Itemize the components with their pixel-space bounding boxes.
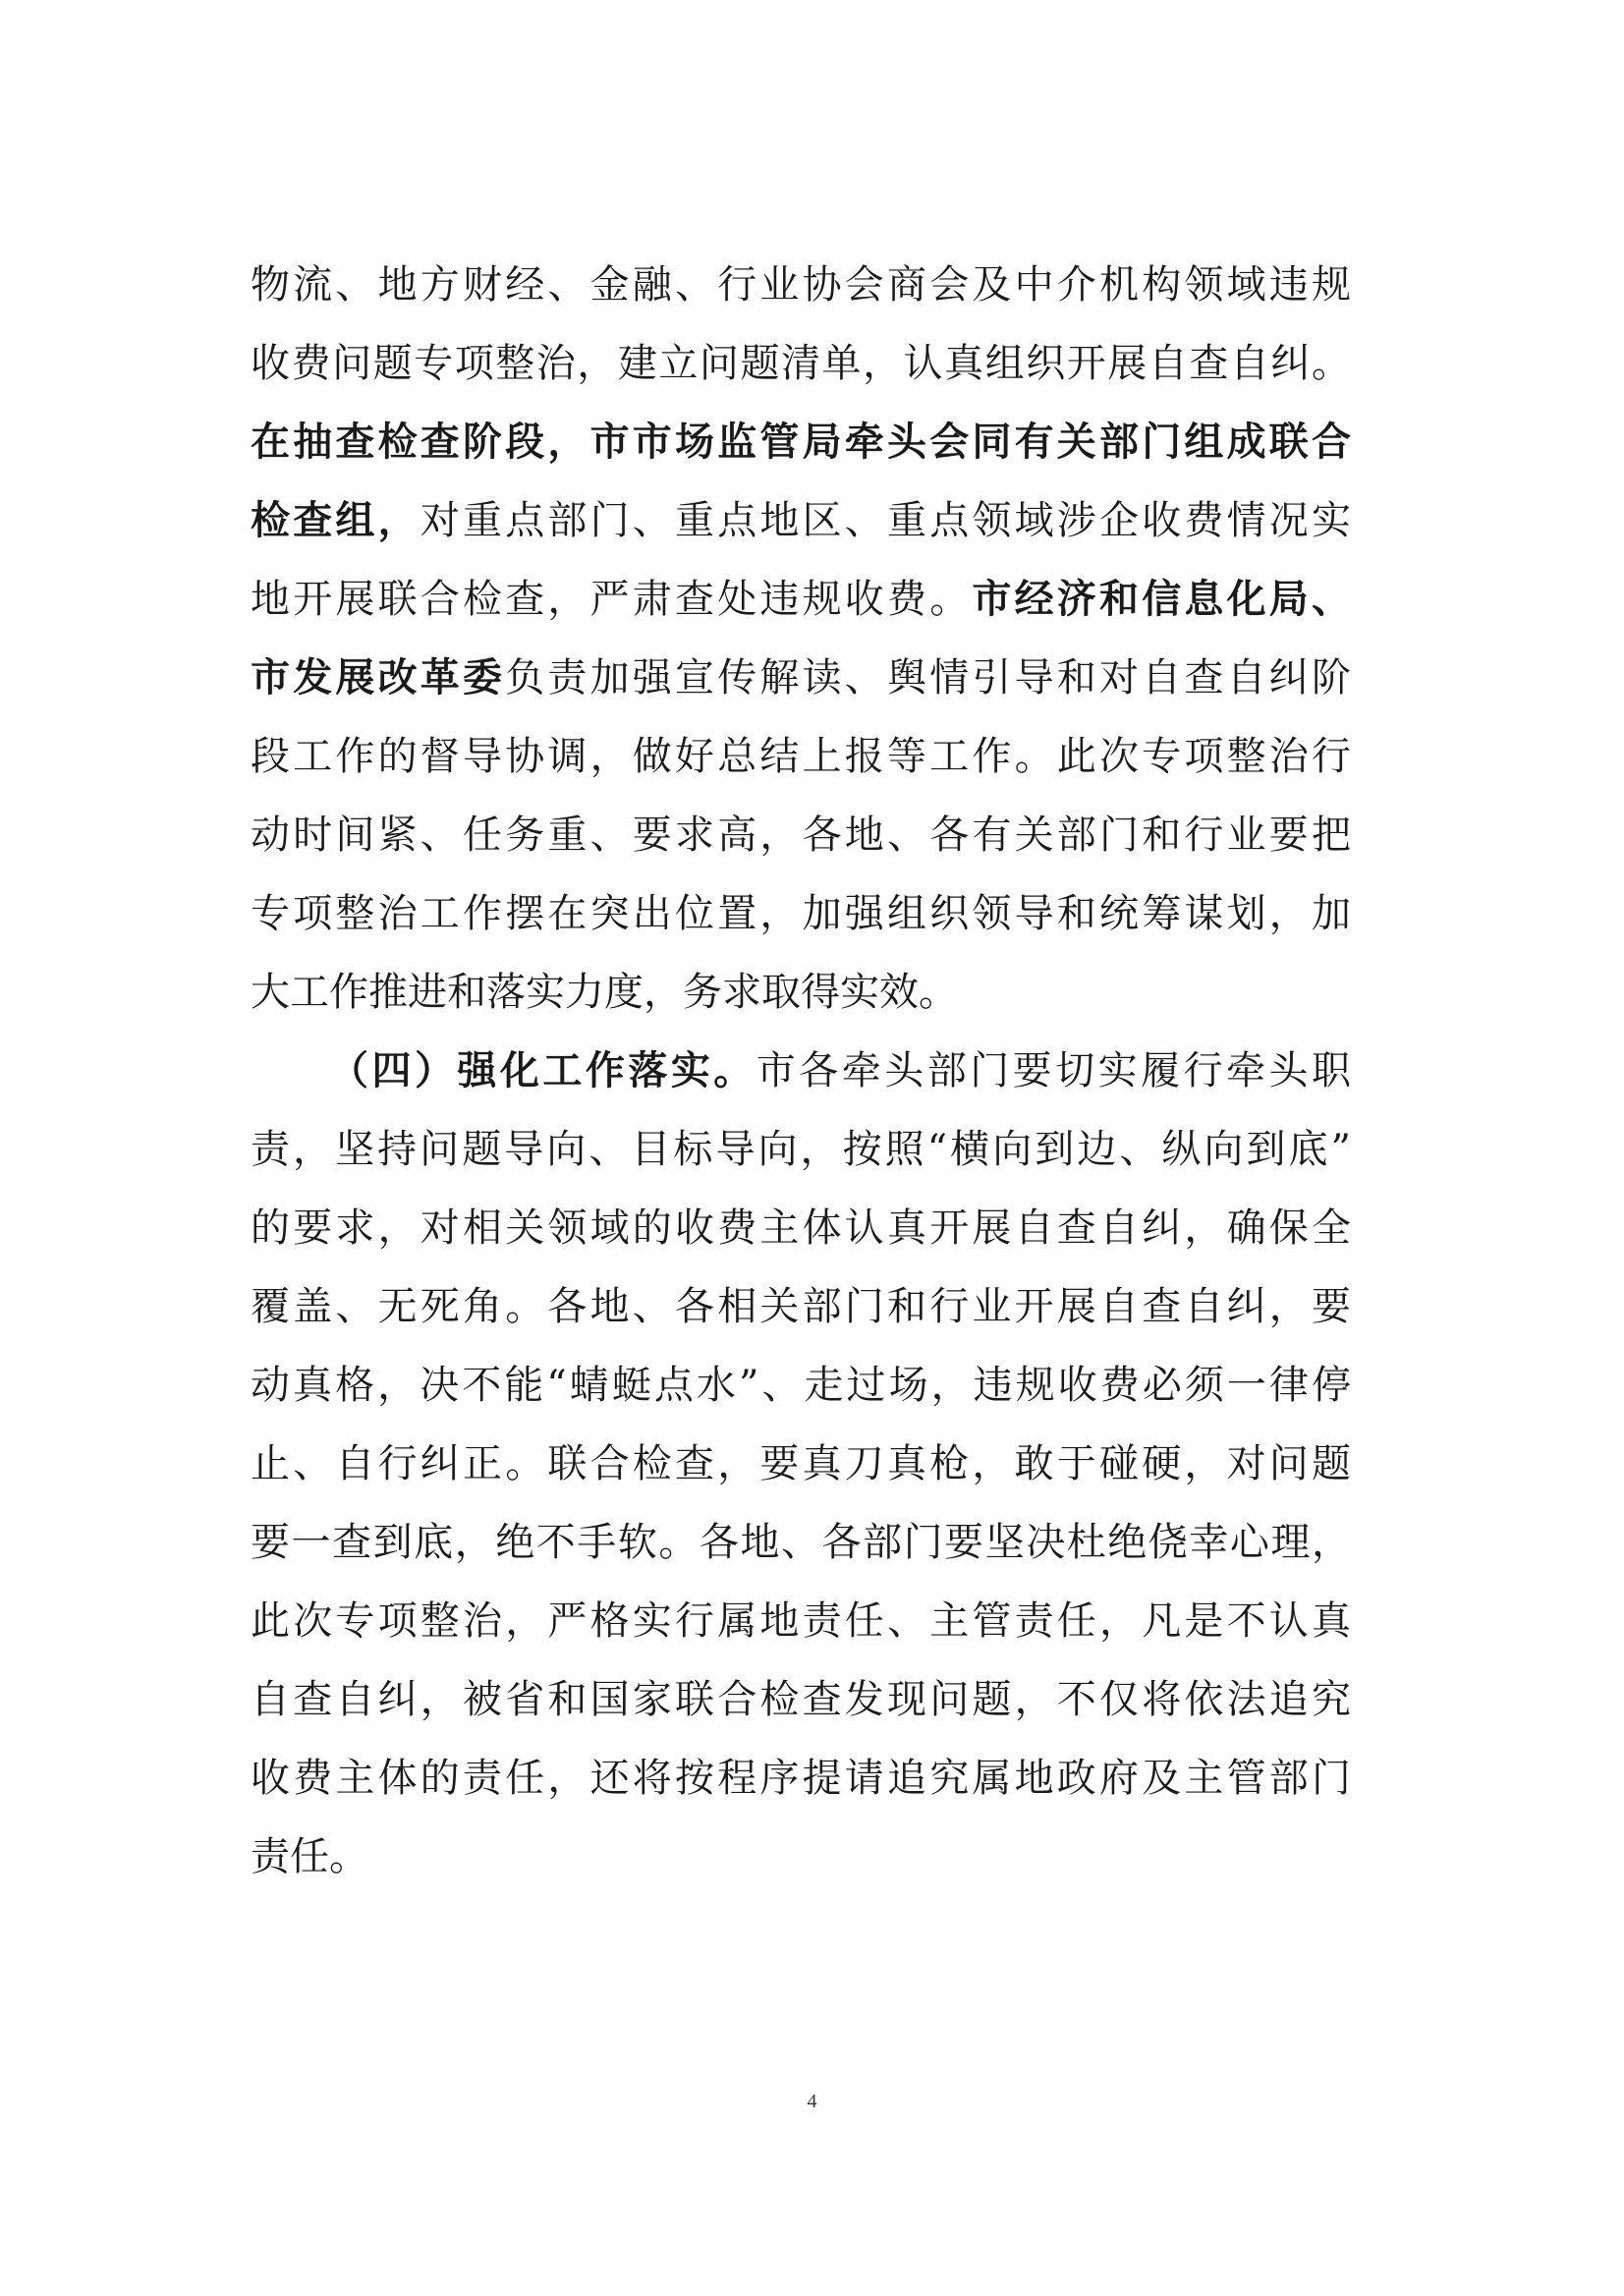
text-segment: 覆盖、无死角。各地、各相关部门和行业开展自查自纠，要 [251,1284,1351,1329]
text-line [251,403,1351,481]
bold-text-segment: 检查组， [251,497,420,543]
text-line [251,953,1351,1032]
text-line [251,717,1351,796]
page-number: 4 [807,2091,817,2112]
text-line [251,1346,1351,1425]
text-line [251,1582,1351,1660]
text-line [251,874,1351,953]
text-segment: 自查自纠，被省和国家联合检查发现问题，不仅将依法追究 [251,1677,1351,1722]
text-line [251,481,1351,560]
text-segment: 负责加强宣传解读、舆情引导和对自查自纠阶 [505,655,1352,700]
text-line [251,1032,1351,1110]
text-segment: 收费问题专项整治，建立问题清单，认真组织开展自查自纠。 [251,341,1351,386]
text-segment: 责任。 [251,1834,368,1879]
text-line [251,796,1351,874]
text-segment: 大工作推进和落实力度，务求取得实效。 [251,970,958,1015]
text-line [251,1818,1351,1896]
text-line [251,639,1351,717]
text-line [251,246,1351,324]
text-segment: 责，坚持问题导向、目标导向，按照“横向到边、纵向到底” [251,1127,1351,1172]
text-segment: 地开展联合检查，严肃查处违规收费。 [251,577,973,622]
text-line [251,1110,1351,1189]
text-line [251,324,1351,403]
text-segment: 段工作的督导协调，做好总结上报等工作。此次专项整治行 [251,734,1351,779]
text-segment: 动真格，决不能“蜻蜓点水”、走过场，违规收费必须一律停 [251,1363,1351,1408]
text-line [251,560,1351,639]
text-segment: 物流、地方财经、金融、行业协会商会及中介机构领域违规 [251,262,1351,308]
text-line [251,1267,1351,1346]
text-segment: 动时间紧、任务重、要求高，各地、各有关部门和行业要把 [251,812,1351,858]
text-line [251,1425,1351,1503]
text-line [251,1503,1351,1582]
text-segment: 市各牵头部门要切实履行牵头职 [756,1048,1352,1093]
bold-text-segment: 在抽查检查阶段，市市场监管局牵头会同有关部门组成联合 [251,419,1351,465]
text-segment: 此次专项整治，严格实行属地责任、主管责任，凡是不认真 [251,1598,1351,1644]
text-segment: 对重点部门、重点地区、重点领域涉企收费情况实 [420,498,1352,543]
text-segment: 收费主体的责任，还将按程序提请追究属地政府及主管部门 [251,1756,1351,1801]
text-line [251,1660,1351,1739]
text-segment: 要一查到底，绝不手软。各地、各部门要坚决杜绝侥幸心理， [251,1520,1351,1565]
bold-text-segment: 市经济和信息化局、 [972,576,1352,622]
bold-text-segment: 市发展改革委 [251,654,506,700]
bold-text-segment: （四）强化工作落实。 [329,1047,756,1093]
text-segment: 止、自行纠正。联合检查，要真刀真枪，敢于碰硬，对问题 [251,1441,1351,1486]
text-segment: 的要求，对相关领域的收费主体认真开展自查自纠，确保全 [251,1205,1351,1251]
text-line [251,1739,1351,1818]
body-text [251,246,1351,1896]
text-segment: 专项整治工作摆在突出位置，加强组织领导和统筹谋划，加 [251,891,1351,936]
text-line [251,1189,1351,1267]
